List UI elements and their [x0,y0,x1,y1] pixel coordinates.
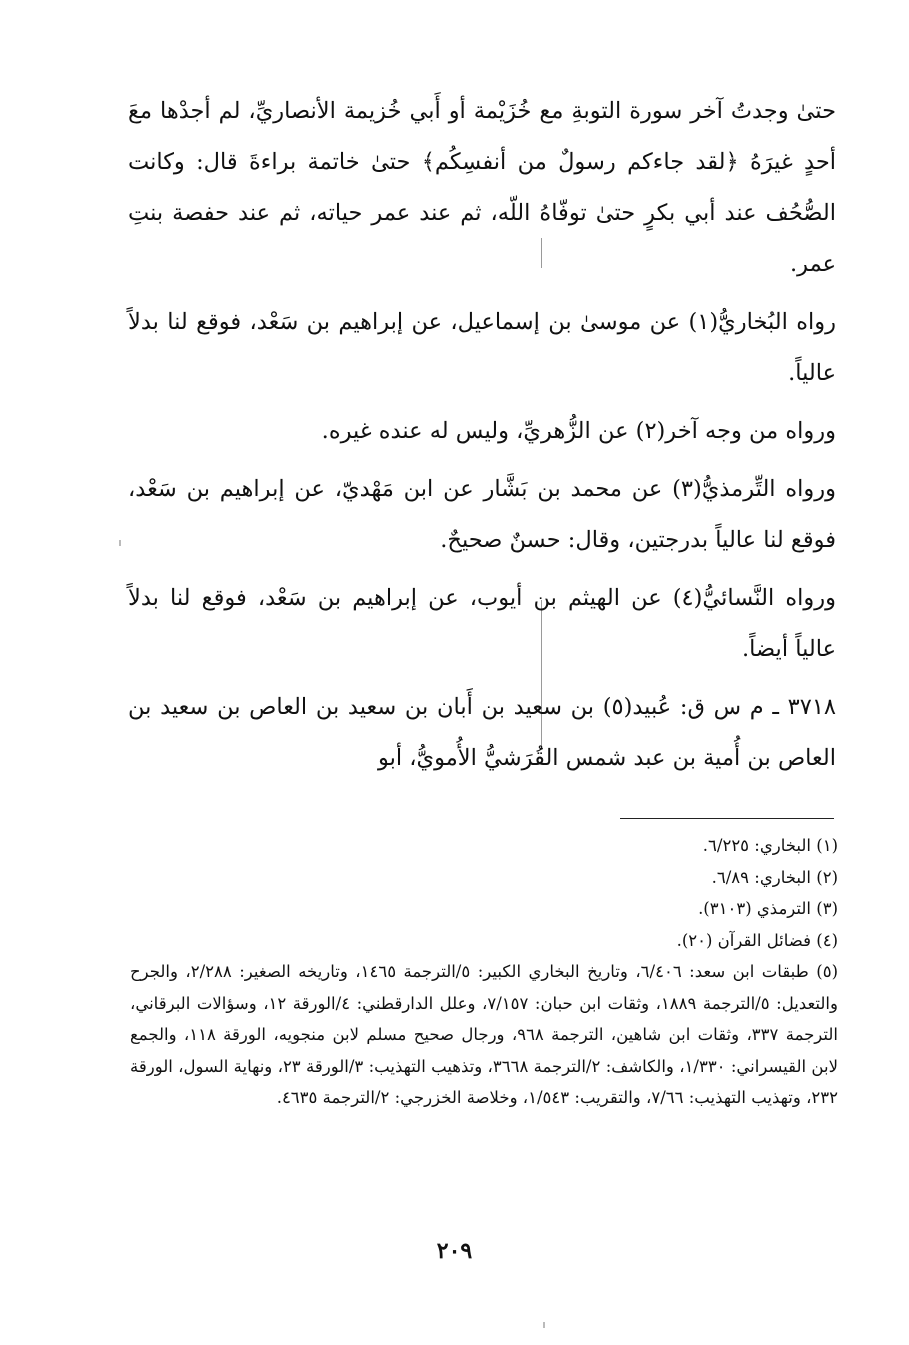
footnote-item: (٣) الترمذي (٣١٠٣). [698,899,838,918]
footnote-divider [620,818,834,819]
body-paragraph: رواه البُخاريُّ(١) عن موسىٰ بن إسماعيل، عن إبراهيم بن سَعْد، فوقع لنا بدلاً عالياً. [128,309,836,386]
footnote-item: (٥) طبقات ابن سعد: ٦/٤٠٦، وتاريخ البخاري الكبير: ٥/الترجمة ١٤٦٥، وتاريخه الصغير: ٢/٢٨٨، والجرح والتعديل: ٥/الترجمة ١٨٨٩، وثقات ابن حبان: ٧/١٥٧، وعلل الدارقطني: ٤/الورقة ١٢، وسؤالات البرقاني، الترجمة ٣٣٧، وثقات ابن شاهين، الترجمة ٩٦٨، ورجال صحيح مسلم لابن منجويه، الورقة ١١٨، والجمع لابن القيسراني: ١/٣٣٠، والكاشف: ٢/الترجمة ٣٦٦٨، وتذهيب التهذيب: ٣/الورقة ٢٣، ونهاية السول، الورقة ٢٣٢، وتهذيب التهذيب: ٧/٦٦، والتقريب: ١/٥٤٣، وخلاصة الخزرجي: ٢/الترجمة ٤٦٣٥. [130,962,839,1107]
main-body-text [128,86,836,791]
scan-artifact-dot [119,540,121,546]
page-number: ٢٠٩ [436,1238,473,1264]
body-paragraph: ورواه النَّسائيُّ(٤) عن الهيثم بن أيوب، عن إبراهيم بن سَعْد، فوقع لنا بدلاً عالياً أيضاً. [128,585,836,662]
body-paragraph: حتىٰ وجدتُ آخر سورة التوبةِ مع خُزَيْمة أو أَبي خُزيمة الأنصاريِّ، لم أجدْها معَ أحدٍ غيرَهُ ﴿لقد جاءكم رسولٌ من أنفسِكُم﴾ حتىٰ خاتمة براءةَ قال: وكانت الصُّحُف عند أبي بكرٍ حتىٰ توفّاهُ اللّه، ثم عند عمر حياته، ثم عند حفصة بنتِ عمر. [128,98,836,277]
scan-artifact-dot [543,1322,545,1328]
footnote-item: (١) البخاري: ٦/٢٢٥. [702,836,838,855]
body-paragraph: ورواه التِّرمذيُّ(٣) عن محمد بن بَشَّار عن ابن مَهْديّ، عن إبراهيم بن سَعْد، فوقع لنا عالياً بدرجتين، وقال: حسنٌ صحيحٌ. [128,476,836,553]
body-paragraph-entry: ٣٧١٨ ـ م س ق: عُبيد(٥) بن سعيد بن أَبان بن سعيد بن العاص بن سعيد بن العاص بن أُمية بن عبد شمس القُرَشيُّ الأُمويُّ، أبو [128,694,836,771]
footnote-item: (٤) فضائل القرآن (٢٠). [676,930,838,950]
body-paragraph: ورواه من وجه آخر(٢) عن الزُّهريِّ، وليس له عنده غيره. [321,418,836,444]
footnote-item: (٢) البخاري: ٦/٨٩. [711,867,838,887]
footnotes-section [130,830,838,1114]
